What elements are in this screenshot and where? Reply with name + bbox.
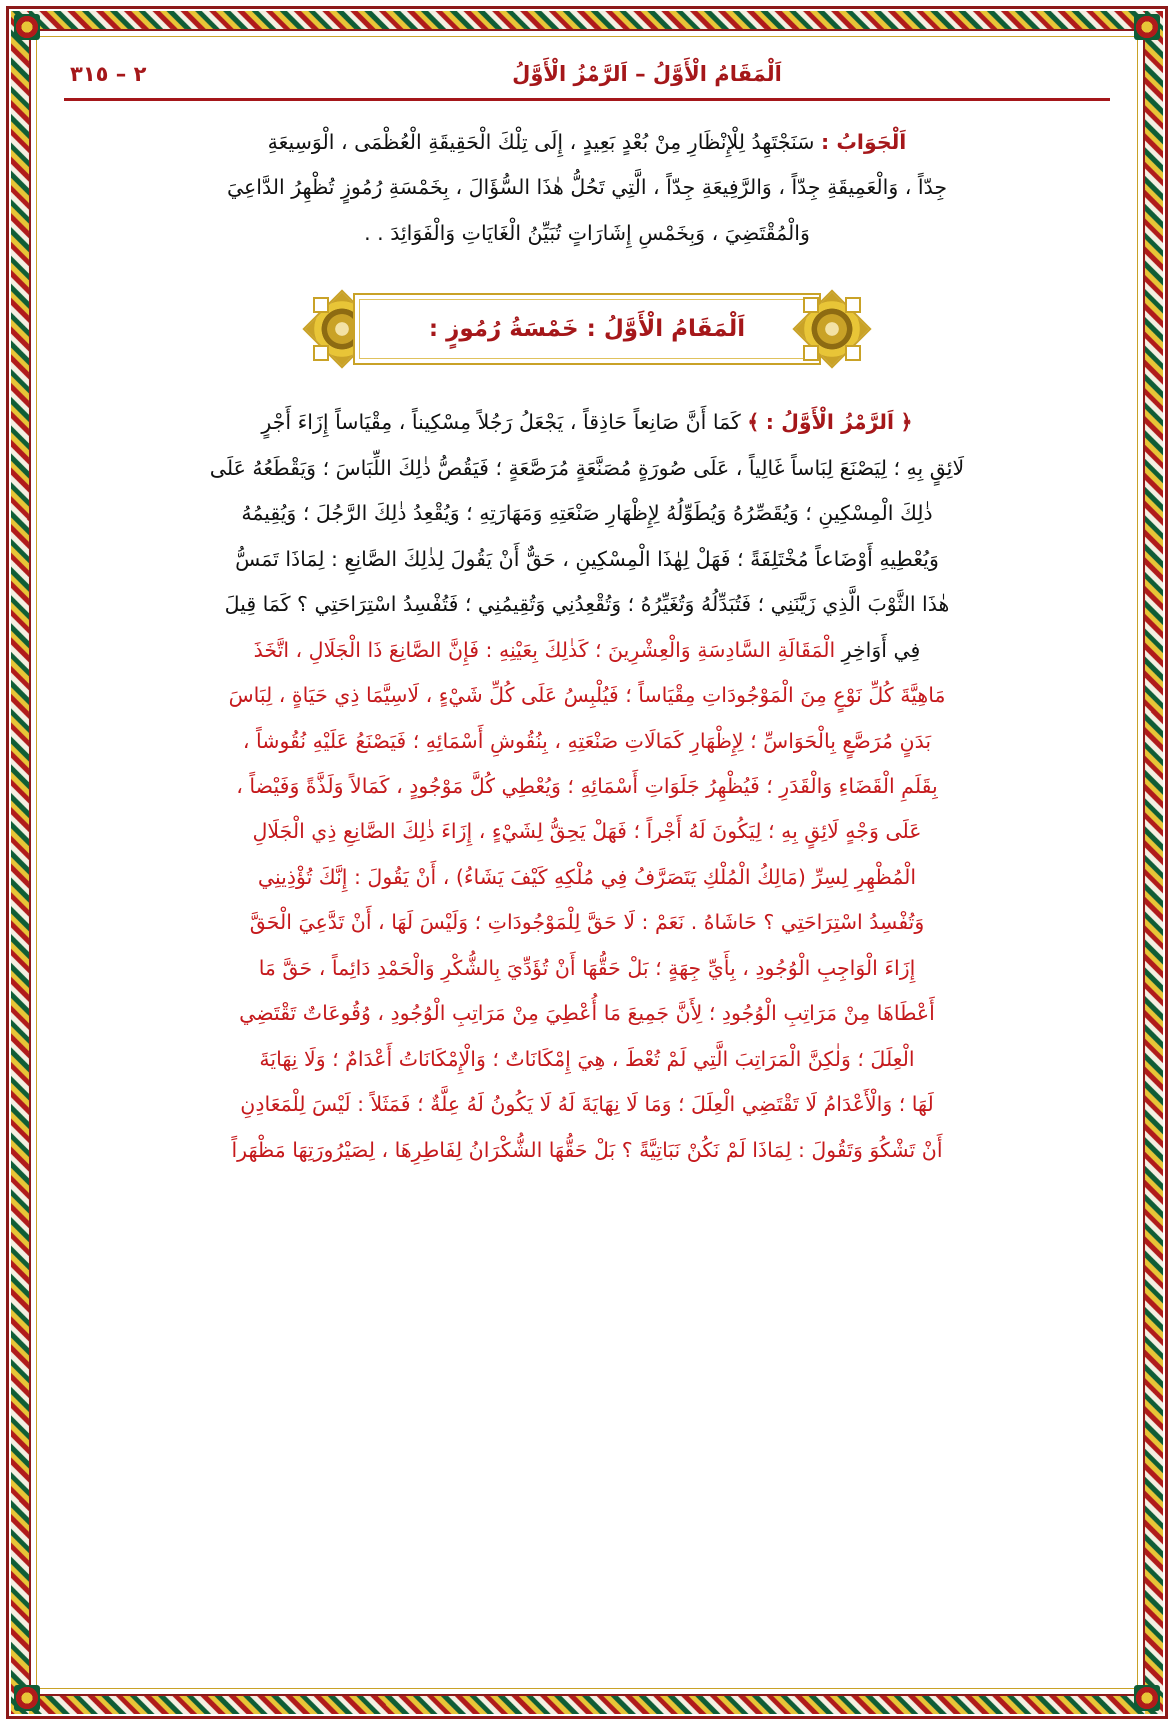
section-line (66, 447, 1108, 490)
intro-line-2: جِدّاً ، وَالْعَمِيقَةِ جِدّاً ، وَالرَّفِيعَةِ جِدّاً ، الَّتِي تَحُلُّ هٰذَا السُّؤَالَ ، بِخَمْسَةِ رُمُوزٍ تُظْهِرُ الدَّاعِيَ (226, 175, 948, 200)
red-line (66, 720, 1108, 763)
section-line-4: وَيُعْطِيهِ أَوْضَاعاً مُخْتَلِفَةً ؛ فَهَلْ لِهٰذَا الْمِسْكِينِ ، حَقٌّ أَنْ يَقُولَ لِذٰلِكَ الصَّانِعِ : لِمَاذَا تَمَسُّ (235, 546, 939, 571)
red-line-1: مَاهِيَّةَ كُلِّ نَوْعٍ مِنَ الْمَوْجُودَاتِ مِقْيَاساً ؛ فَيُلْبِسُ عَلَى كُلِّ شَيْءٍ ، لَاسِيَّمَا ذِي حَيَاةٍ ، لِبَاسَ (228, 683, 946, 708)
corner-ornament-icon (14, 14, 40, 40)
intro-paragraph-2 (66, 166, 1108, 209)
red-line (66, 1129, 1108, 1172)
mixed-color-line (66, 629, 1108, 672)
ornament-corner-icon (803, 297, 819, 313)
header-divider (64, 98, 1110, 101)
section-line-2: لَائِقٍ بِهِ ؛ لِيَصْنَعَ لِبَاساً غَالِياً ، عَلَى صُورَةٍ مُصَنَّعَةٍ مُرَصَّعَةٍ ؛ فَيَقُصُّ ذٰلِكَ اللِّبَاسَ ؛ وَيَقْطَعُهُ عَلَى (209, 455, 965, 480)
ornament-right-icon (797, 281, 867, 377)
mixed-line-black-part: فِي أَوَاخِرِ (841, 637, 921, 662)
red-line-10: لَهَا ؛ وَالْأَعْدَامُ لَا تَقْتَضِي الْعِلَلَ ؛ وَمَا لَا نِهَايَةَ لَهُ لَا يَكُونُ لَهُ عِلَّةٌ ؛ فَمَثَلاً : لَيْسَ لِلْمَعَادِنِ (240, 1092, 934, 1117)
red-line-8: أَعْطَاهَا مِنْ مَرَاتِبِ الْوُجُودِ ؛ لِأَنَّ جَمِيعَ مَا أُعْطِيَ مِنْ مَرَاتِبِ الْوُجُودِ ، وُقُوعَاتٌ تَقْتَضِي (239, 1001, 935, 1026)
corner-ornament-icon (14, 1685, 40, 1711)
section-line (66, 492, 1108, 535)
red-line-7: إِزَاءَ الْوَاجِبِ الْوُجُودِ ، بِأَيِّ جِهَةٍ ؛ بَلْ حَقُّهَا أَنْ تُؤَدِّيَ بِالشُّكْرِ وَالْحَمْدِ دَائِماً ، حَقَّ مَا (258, 955, 916, 980)
corner-ornament-icon (1134, 1685, 1160, 1711)
ornament-corner-icon (313, 297, 329, 313)
section-line (66, 538, 1108, 581)
red-line (66, 810, 1108, 853)
section-line-3: ذٰلِكَ الْمِسْكِينِ ؛ وَيُقَصِّرُهُ وَيُطَوِّلُهُ لِإِظْهَارِ صَنْعَتِهِ وَمَهَارَتِهِ ؛ وَيُقْعِدُ ذٰلِكَ الرَّجُلَ ؛ وَيُقِيمُهُ (241, 501, 933, 526)
ornate-bracket-close-icon: ﴾ (747, 410, 760, 435)
title-box-frame (353, 293, 821, 365)
body-text (60, 121, 1114, 1172)
ornament-corner-icon (313, 345, 329, 361)
section-label: اَلرَّمْزُ الْأَوَّلُ : (765, 410, 895, 435)
red-line-4: عَلَى وَجْهٍ لَائِقٍ بِهِ ؛ لِيَكُونَ لَهُ أَجْراً ؛ فَهَلْ يَحِقُّ لِشَيْءٍ ، إِزَاءَ ذٰلِكَ الصَّانِعِ ذِي الْجَلَالِ (252, 819, 922, 844)
red-line-3: بِقَلَمِ الْقَضَاءِ وَالْقَدَرِ ؛ فَيُظْهِرُ جَلَوَاتِ أَسْمَائِهِ ؛ وَيُعْطِي كُلَّ مَوْجُودٍ ، كَمَالاً وَلَذَّةً وَفَيْضاً ، (236, 773, 938, 798)
intro-line-1: سَنَجْتَهِدُ لِلْإِنْظَارِ مِنْ بُعْدٍ بَعِيدٍ ، إِلَى تِلْكَ الْحَقِيقَةِ الْعُظْمَى ، الْوَسِيعَةِ (267, 130, 815, 154)
ornamented-title-box (307, 281, 867, 377)
intro-paragraph-3 (66, 212, 1108, 255)
ornament-corner-icon (845, 345, 861, 361)
intro-line-3: وَالْمُقْتَضِيَ ، وَبِخَمْسِ إِشَارَاتٍ تُبَيِّنُ الْغَايَاتِ وَالْفَوَائِدَ . . (364, 220, 810, 245)
red-line-9: الْعِلَلَ ؛ وَلٰكِنَّ الْمَرَاتِبَ الَّتِي لَمْ تُعْطَ ، هِيَ إِمْكَانَاتٌ ؛ وَالْإِمْكَانَاتُ أَعْدَامٌ ؛ وَلَا نِهَايَةَ (259, 1046, 915, 1071)
answer-label: اَلْجَوَابُ : (821, 130, 907, 154)
red-line (66, 674, 1108, 717)
red-line (66, 765, 1108, 808)
section-line-1: كَمَا أَنَّ صَانِعاً حَاذِقاً ، يَجْعَلُ رَجُلاً مِسْكِيناً ، مِقْيَاساً إِزَاءَ أَجْرٍ (261, 410, 741, 435)
section-opening-paragraph (66, 401, 1108, 444)
red-line-11: أَنْ تَشْكُوَ وَتَقُولَ : لِمَاذَا لَمْ نَكُنْ نَبَاتِيَّةً ؟ بَلْ حَقُّهَا الشُّكْرَانُ لِفَاطِرِهَا ، لِصَيْرُورَتِهَا مَظْهَراً (231, 1137, 943, 1162)
ornate-bracket-open-icon: ﴿ (900, 410, 913, 435)
section-line (66, 583, 1108, 626)
mixed-line-red-part: الْمَقَالَةِ السَّادِسَةِ وَالْعِشْرِينَ ؛ كَذٰلِكَ بِعَيْنِهِ : فَإِنَّ الصَّانِعَ ذَا الْجَلَالِ ، اتَّخَذَ (253, 637, 836, 662)
red-line (66, 901, 1108, 944)
red-line (66, 856, 1108, 899)
section-line-5: هٰذَا الثَّوْبَ الَّذِي زَيَّنَنِي ؛ فَتُبَدِّلُهُ وَتُغَيِّرُهُ ؛ وَتُقْعِدُنِي وَتُقِيمُنِي ؛ فَتُفْسِدُ اسْتِرَاحَتِي ؟ كَمَا قِيلَ (224, 592, 950, 617)
red-line-5: الْمُظْهِرِ لِسِرِّ (مَالِكُ الْمُلْكِ يَتَصَرَّفُ فِي مُلْكِهِ كَيْفَ يَشَاءُ) ، أَنْ يَقُولَ : إِنَّكَ تُؤْذِينِي (257, 864, 917, 889)
red-line (66, 947, 1108, 990)
ornament-corner-icon (803, 345, 819, 361)
red-line-2: بَدَنٍ مُرَصَّعٍ بِالْحَوَاسِّ ؛ لِإِظْهَارِ كَمَالَاتِ صَنْعَتِهِ ، بِنُقُوشِ أَسْمَائِهِ ؛ فَيَصْنَعُ عَلَيْهِ نُقُوشاً ، (242, 728, 932, 753)
intro-paragraph (66, 121, 1108, 164)
red-line (66, 992, 1108, 1035)
section-heading: اَلْمَقَامُ الْأَوَّلُ : خَمْسَةُ رُمُوزٍ : (428, 315, 746, 342)
page-title: اَلْمَقَامُ الْأَوَّلُ – اَلرَّمْزُ الْأَوَّلُ (512, 62, 782, 86)
page-number: ٢ – ٣١٥ (70, 62, 147, 86)
red-line (66, 1083, 1108, 1126)
page-content (60, 56, 1114, 1669)
page-header (60, 56, 1114, 86)
red-line (66, 1038, 1108, 1081)
red-line-6: وَتُفْسِدُ اسْتِرَاحَتِي ؟ حَاشَاهُ . نَعَمْ : لَا حَقَّ لِلْمَوْجُودَاتِ ؛ وَلَيْسَ لَهَا ، أَنْ تَدَّعِيَ الْحَقَّ (249, 910, 925, 935)
ornament-corner-icon (845, 297, 861, 313)
corner-ornament-icon (1134, 14, 1160, 40)
